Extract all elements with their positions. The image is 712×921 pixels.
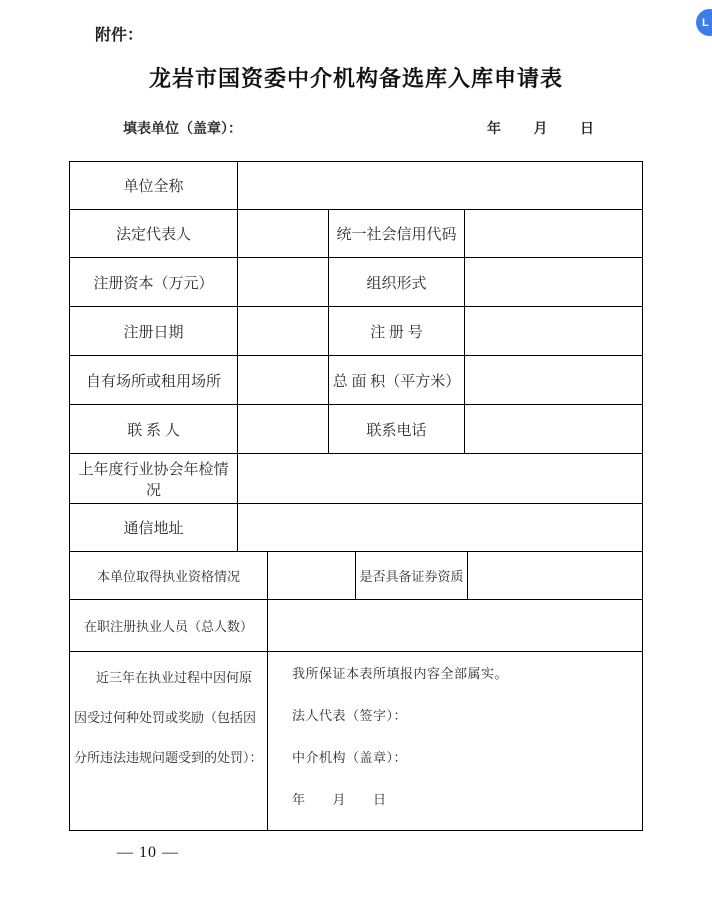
- penalty-label: 近三年在执业过程中因何原因受过何种处罚或奖励（包括因分所违法违规问题受到的处罚）：: [70, 652, 268, 831]
- annual-check-label: 上年度行业协会年检情况: [70, 454, 238, 504]
- area-field: [465, 356, 643, 405]
- table-row: [70, 600, 643, 652]
- table-lower-section: [69, 551, 643, 831]
- address-field: [238, 504, 643, 552]
- qualification-label: 本单位取得执业资格情况: [70, 552, 268, 600]
- table-row: [70, 552, 643, 600]
- reg-capital-label: 注册资本（万元）: [70, 258, 238, 307]
- form-meta-line: [0, 118, 712, 138]
- form-unit-label: 填表单位（盖章）：: [123, 122, 242, 137]
- page-number: — 10 —: [117, 844, 179, 861]
- floating-extension-badge[interactable]: [696, 9, 712, 36]
- credit-code-label: 统一社会信用代码: [329, 210, 465, 258]
- page-title: 龙岩市国资委中介机构备选库入库申请表: [148, 66, 563, 91]
- table-row: [70, 504, 643, 552]
- qualification-field: [268, 552, 356, 600]
- table-row: [70, 454, 643, 504]
- securities-label: 是否具备证券资质: [356, 552, 468, 600]
- securities-field: [468, 552, 643, 600]
- legal-rep-field: [238, 210, 329, 258]
- reg-no-field: [465, 307, 643, 356]
- premises-label: 自有场所或租用场所: [70, 356, 238, 405]
- badge-letter: L: [702, 16, 709, 29]
- reg-no-label: 注 册 号: [329, 307, 465, 356]
- application-table: [69, 161, 643, 831]
- reg-capital-field: [238, 258, 329, 307]
- reg-date-label: 注册日期: [70, 307, 238, 356]
- staff-count-label: 在职注册执业人员（总人数）: [70, 600, 268, 652]
- declaration-line-date: 年 月 日: [292, 792, 387, 807]
- table-row: [70, 258, 643, 307]
- legal-rep-label: 法定代表人: [70, 210, 238, 258]
- premises-field: [238, 356, 329, 405]
- table-row: [70, 307, 643, 356]
- declaration-cell: [268, 652, 643, 831]
- table-row: [70, 162, 643, 210]
- org-form-field: [465, 258, 643, 307]
- declaration-line-agency-seal: 中介机构（盖章）：: [292, 750, 408, 765]
- contact-label: 联 系 人: [70, 405, 238, 454]
- table-row: [70, 652, 643, 831]
- header-date-label: 年 月 日: [487, 122, 596, 137]
- contact-field: [238, 405, 329, 454]
- address-label: 通信地址: [70, 504, 238, 552]
- org-form-label: 组织形式: [329, 258, 465, 307]
- area-label: 总 面 积（平方米）: [329, 356, 465, 405]
- staff-count-field: [268, 600, 643, 652]
- unit-name-field: [238, 162, 643, 210]
- table-upper-section: [69, 161, 643, 552]
- declaration-line-legal-rep-sign: 法人代表（签字）：: [292, 708, 408, 723]
- annual-check-field: [238, 454, 643, 504]
- table-row: [70, 405, 643, 454]
- attachment-label: 附件：: [95, 27, 144, 44]
- credit-code-field: [465, 210, 643, 258]
- table-row: [70, 210, 643, 258]
- reg-date-field: [238, 307, 329, 356]
- unit-name-label: 单位全称: [70, 162, 238, 210]
- phone-field: [465, 405, 643, 454]
- declaration-line-truth: 我所保证本表所填报内容全部属实。: [292, 666, 509, 681]
- table-row: [70, 356, 643, 405]
- phone-label: 联系电话: [329, 405, 465, 454]
